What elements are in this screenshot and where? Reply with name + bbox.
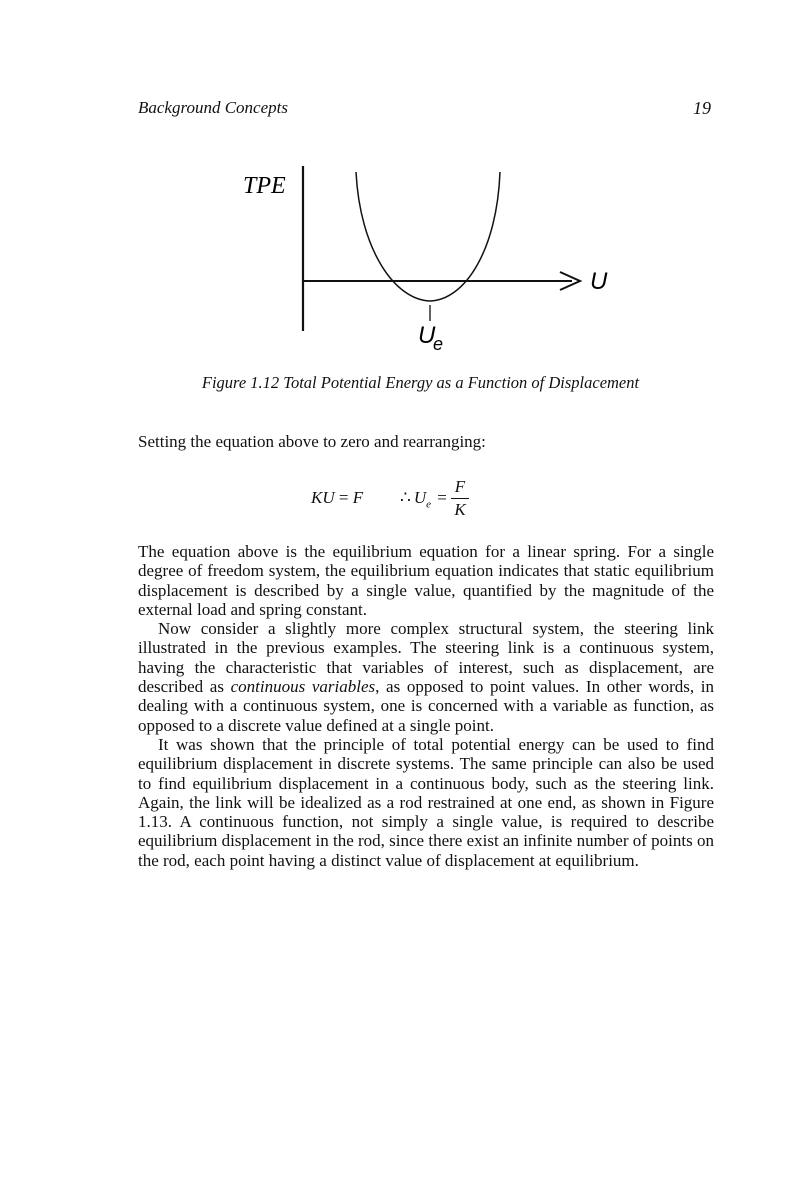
eq-right-sub: e [426, 498, 431, 511]
equilibrium-label: U [418, 322, 436, 349]
figure-caption: Figure 1.12 Total Potential Energy as a Function of Displacement [201, 373, 640, 392]
intro-line: Setting the equation above to zero and rearranging: [138, 432, 486, 451]
eq-right-op: = [437, 488, 447, 507]
fraction-numerator: F [454, 477, 466, 496]
body-text [138, 542, 714, 870]
equation-left [311, 488, 363, 508]
running-title: Background Concepts [138, 98, 288, 117]
y-axis-label: TPE [243, 173, 286, 199]
paragraph-2-emphasis: continuous variables [230, 677, 376, 697]
tpe-figure [0, 0, 805, 370]
equilibrium-equation [0, 478, 805, 528]
eq-left-lhs: KU [311, 488, 335, 507]
paragraph-2-after: , as opposed to point values. In other words, in dealing with a continuous system, one is concerned with a variable as function, as opposed to a discrete value defined at a single point. [138, 677, 714, 735]
paragraph-1: The equation above is the equilibrium equation for a linear spring. For a single degree of freedom system, the equilibrium equation indicates that static equilibrium displacement is described by a single value, quantified by the magnitude of the external load and spring constant. [138, 542, 714, 619]
eq-right-lhs: U [413, 488, 427, 507]
eq-left-op: = [338, 488, 349, 507]
page-number: 19 [693, 98, 711, 118]
paragraph-2-before: Now consider a slightly more complex structural system, the steering link illustrated in the previous examples. The steering link is a continuous system, having the characteristic that variables of interest, such as displacement, are described as [138, 619, 714, 697]
equation-right [400, 488, 449, 510]
x-axis-label: U [590, 268, 608, 295]
equilibrium-label-subscript: e [433, 334, 444, 354]
fraction-denominator: K [454, 500, 466, 519]
fraction [451, 478, 469, 519]
paragraph-2 [138, 619, 714, 735]
therefore-symbol: ∴ [400, 488, 411, 507]
eq-left-rhs: F [352, 488, 364, 507]
fraction-bar [451, 498, 469, 499]
paragraph-3: It was shown that the principle of total potential energy can be used to find equilibrium displacement in discrete systems. The same principle can also be used to find equilibrium displacement in a continuous body, such as the steering link. Again, the link will be idealized as a rod restrained at one end, as shown in Figure 1.13. A continuous function, not simply a single value, is required to describe equilibrium displacement in the rod, since there exist an infinite number of points on the rod, each point having a distinct value of displacement at equilibrium. [138, 734, 714, 870]
